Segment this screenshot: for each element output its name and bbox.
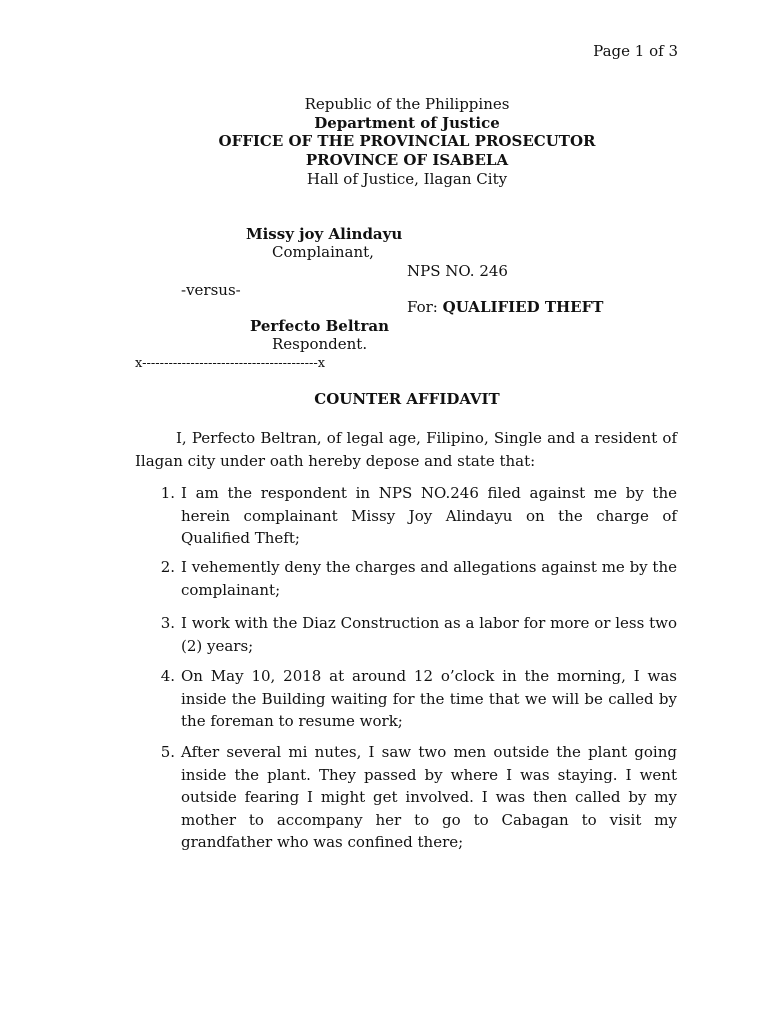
list-item-number: 4.	[160, 667, 175, 685]
document-title: COUNTER AFFIDAVIT	[314, 390, 500, 408]
intro-paragraph: I, Perfecto Beltran, of legal age, Filipino, Single and a resident of Ilagan city under oath hereby depose and state that:	[135, 429, 677, 470]
header-department: Department of Justice	[314, 114, 500, 132]
charge-line	[407, 298, 603, 317]
page-number: Page 1 of 3	[593, 42, 678, 60]
list-item-number: 2.	[160, 558, 175, 576]
charge-name: QUALIFIED THEFT	[442, 298, 604, 316]
list-item: I am the respondent in NPS NO.246 filed against me by the herein complainant Missy Joy Alindayu on the charge of Qualified Theft;	[181, 484, 677, 547]
header-hall-of-justice: Hall of Justice, Ilagan City	[306, 170, 508, 188]
header-province: PROVINCE OF ISABELA	[305, 151, 509, 169]
versus-label: -versus-	[181, 281, 241, 299]
list-item: I vehemently deny the charges and allegations against me by the complainant;	[181, 558, 677, 599]
list-item: After several mi nutes, I saw two men outside the plant going inside the plant. They passed by where I was staying. I went outside fearing I might get involved. I was then called by my mother to accompany her to go to Cabagan to visit my grandfather who was confined there;	[181, 743, 677, 851]
respondent-name: Perfecto Beltran	[250, 317, 389, 335]
header-republic: Republic of the Philippines	[304, 95, 510, 113]
complainant-label: Complainant,	[272, 243, 374, 261]
list-item-number: 1.	[160, 484, 175, 502]
list-item: I work with the Diaz Construction as a labor for more or less two (2) years;	[181, 614, 677, 655]
case-number: NPS NO. 246	[407, 262, 508, 280]
header-office: OFFICE OF THE PROVINCIAL PROSECUTOR	[218, 132, 596, 150]
complainant-name: Missy joy Alindayu	[246, 225, 403, 243]
respondent-label: Respondent.	[272, 335, 368, 353]
for-label: For:	[407, 298, 438, 316]
caption-separator: x----------------------------------------x	[135, 356, 326, 371]
list-item-number: 5.	[160, 743, 175, 761]
list-item: On May 10, 2018 at around 12 o’clock in the morning, I was inside the Building waiting for the time that we will be called by the foreman to resume work;	[181, 667, 677, 730]
list-item-number: 3.	[160, 614, 175, 632]
